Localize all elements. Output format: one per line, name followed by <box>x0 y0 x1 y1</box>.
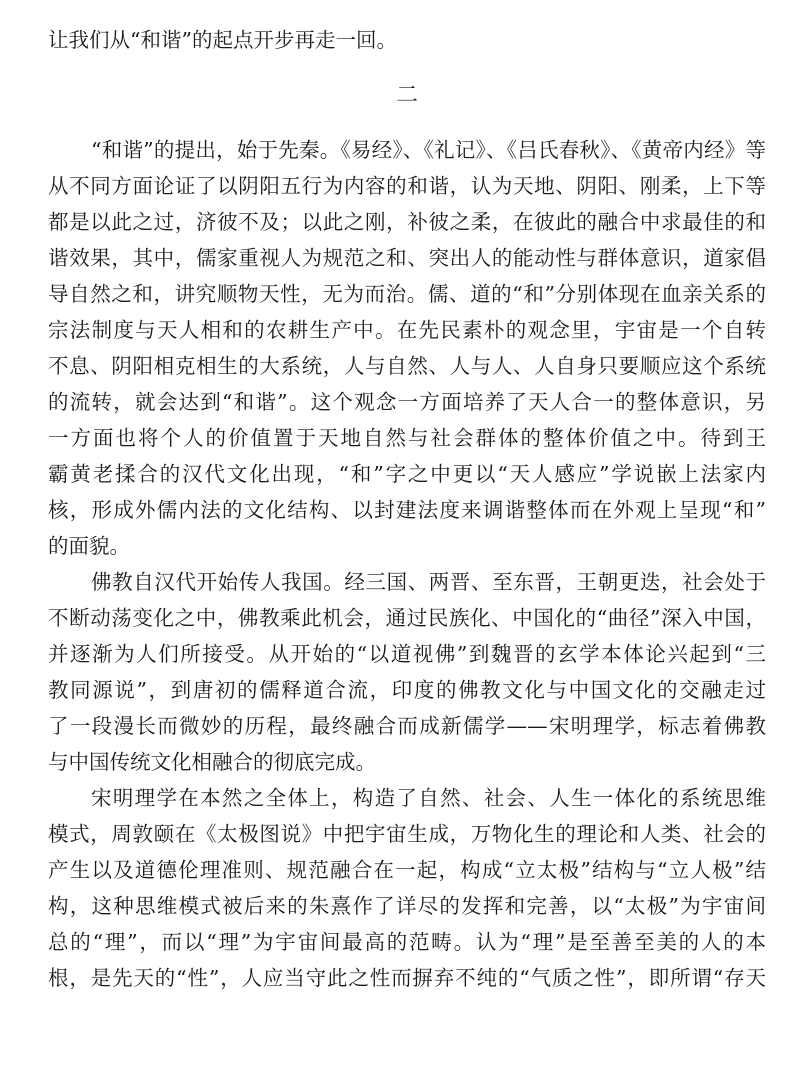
text-line: 的流转，就会达到“和谐”。这个观念一方面培养了天人合一的整体意识，另 <box>48 390 766 414</box>
text-line: 霸黄老揉合的汉代文化出现，“和”字之中更以“天人感应”学说嵌上法家内 <box>48 462 766 486</box>
paragraph <box>48 780 766 996</box>
text-line: 模式，周敦颐在《太极图说》中把宇宙生成，万物化生的理论和人类、社会的 <box>48 822 766 846</box>
text-line: 谐效果，其中，儒家重视人为规范之和、突出人的能动性与群体意识，道家倡 <box>48 246 766 270</box>
text-line: 宋明理学在本然之全体上，构造了自然、社会、人生一体化的系统思维 <box>91 786 766 810</box>
text-line: 构，这种思维模式被后来的朱熹作了详尽的发挥和完善，以“太极”为宇宙间 <box>48 894 766 918</box>
document-page <box>48 22 766 996</box>
text-line: 都是以此之过，济彼不及；以此之刚，补彼之柔，在彼此的融合中求最佳的和 <box>48 210 766 234</box>
body-text <box>48 132 766 996</box>
text-line: 核，形成外儒内法的文化结构、以封建法度来调谐整体而在外观上呈现“和” <box>48 498 766 522</box>
text-line: 从不同方面论证了以阴阳五行为内容的和谐，认为天地、阴阳、刚柔，上下等 <box>48 174 766 198</box>
text-line: 并逐渐为人们所接受。从开始的“以道视佛”到魏晋的玄学本体论兴起到“三 <box>48 642 766 666</box>
text-line: 教同源说”，到唐初的儒释道合流，印度的佛教文化与中国文化的交融走过 <box>48 678 766 702</box>
text-line: 宗法制度与天人相和的农耕生产中。在先民素朴的观念里，宇宙是一个自转 <box>48 318 766 342</box>
text-line: 总的“理”，而以“理”为宇宙间最高的范畴。认为“理”是至善至美的人的本 <box>48 930 766 954</box>
text-line: 不息、阴阳相克相生的大系统，人与自然、人与人、人自身只要顺应这个系统 <box>48 354 766 378</box>
text-line: “和谐”的提出，始于先秦。《易经》、《礼记》、《吕氏春秋》、《黄帝内经》等 <box>91 138 766 162</box>
section-heading <box>48 58 766 124</box>
text-line: 一方面也将个人的价值置于天地自然与社会群体的整体价值之中。待到王 <box>48 426 766 450</box>
text-line: 根，是先天的“性”，人应当守此之性而摒弃不纯的“气质之性”，即所谓“存天 <box>48 966 766 990</box>
text-line: 了一段漫长而微妙的历程，最终融合而成新儒学——宋明理学，标志着佛教 <box>48 714 766 738</box>
text-line: 的面貌。 <box>48 534 130 558</box>
text-line: 产生以及道德伦理准则、规范融合在一起，构成“立太极”结构与“立人极”结 <box>48 858 766 882</box>
text-line: 与中国传统文化相融合的彻底完成。 <box>48 750 376 774</box>
paragraph <box>48 132 766 564</box>
text-line: 佛教自汉代开始传人我国。经三国、两晋、至东晋，王朝更迭，社会处于 <box>91 570 766 594</box>
section-number: 二 <box>395 83 418 108</box>
paragraph <box>48 564 766 780</box>
text-line: 导自然之和，讲究顺物天性，无为而治。儒、道的“和”分别体现在血亲关系的 <box>48 282 766 306</box>
text-line: 不断动荡变化之中，佛教乘此机会，通过民族化、中国化的“曲径”深入中国， <box>48 606 766 630</box>
intro-line: 让我们从“和谐”的起点开步再走一回。 <box>48 28 397 52</box>
